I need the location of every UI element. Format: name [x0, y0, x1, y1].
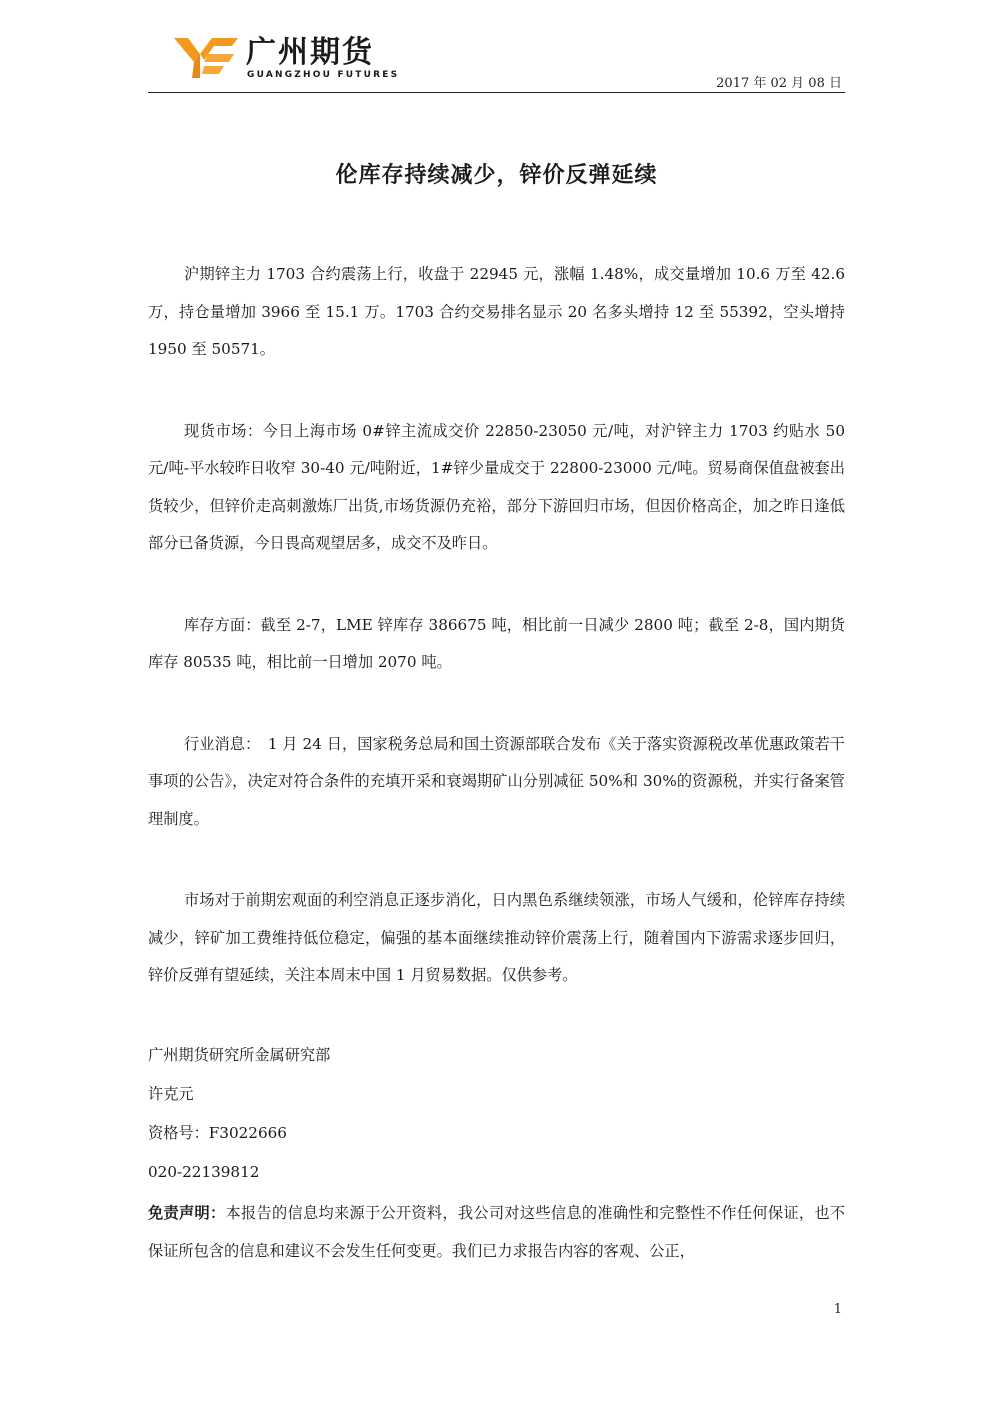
- department: 广州期货研究所金属研究部: [148, 1046, 331, 1064]
- page-number: 1: [833, 1302, 842, 1317]
- brand-name-cn: 广州期货: [246, 35, 374, 70]
- disclaimer: [148, 1194, 845, 1270]
- paragraph-spot-market: 现货市场：今日上海市场 0#锌主流成交价 22850-23050 元/吨，对沪锌主力 1703 约贴水 50 元/吨-平水较昨日收窄 30-40 元/吨附近，1#锌少量成交于 22800-23000 元/吨。贸易商保值盘被套出货较少，但锌价走高刺激炼厂出货,市场货源仍充裕，部分下游回归市场，但因价格高企，加之昨日逢低部分已备货源，今日畏高观望居多，成交不及昨日。: [148, 421, 845, 552]
- paragraph-outlook: 市场对于前期宏观面的利空消息正逐步消化，日内黑色系继续领涨，市场人气缓和，伦锌库存持续减少，锌矿加工费维持低位稳定，偏强的基本面继续推动锌价震荡上行，随着国内下游需求逐步回归，锌价反弹有望延续，关注本周末中国 1 月贸易数据。仅供参考。: [148, 891, 845, 984]
- disclaimer-label: 免责声明：: [148, 1204, 226, 1222]
- author-name: 许克元: [148, 1085, 194, 1103]
- paragraph-industry-news: 行业消息： 1 月 24 日，国家税务总局和国土资源部联合发布《关于落实资源税改革优惠政策若干事项的公告》，决定对符合条件的充填开采和衰竭期矿山分别减征 50%和 30%的资源税，并实行备案管理制度。: [148, 734, 845, 828]
- brand-name-en: GUANGZHOU FUTURES: [247, 70, 400, 80]
- disclaimer-text: 本报告的信息均来源于公开资料，我公司对这些信息的准确性和完整性不作任何保证，也不保证所包含的信息和建议不会发生任何变更。我们已力求报告内容的客观、公正，: [148, 1204, 846, 1260]
- paragraph-futures: 沪期锌主力 1703 合约震荡上行，收盘于 22945 元，涨幅 1.48%，成交量增加 10.6 万至 42.6 万，持仓量增加 3966 至 15.1 万。1703 合约交易排名显示 20 名多头增持 12 至 55392，空头增持 1950 至 50571。: [148, 265, 845, 358]
- company-logo: [174, 35, 400, 82]
- signature-block: [148, 1036, 845, 1270]
- header-divider: [148, 92, 845, 93]
- gzf-logo-icon: [174, 36, 240, 80]
- report-title: 伦库存持续减少，锌价反弹延续: [335, 163, 658, 188]
- report-body: [148, 256, 845, 1039]
- report-date: 2017 年 02 月 08 日: [716, 76, 842, 91]
- phone-number: 020-22139812: [148, 1163, 260, 1181]
- qualification-number: 资格号：F3022666: [148, 1124, 287, 1142]
- paragraph-inventory: 库存方面：截至 2-7，LME 锌库存 386675 吨，相比前一日减少 2800 吨；截至 2-8，国内期货库存 80535 吨，相比前一日增加 2070 吨。: [148, 615, 845, 671]
